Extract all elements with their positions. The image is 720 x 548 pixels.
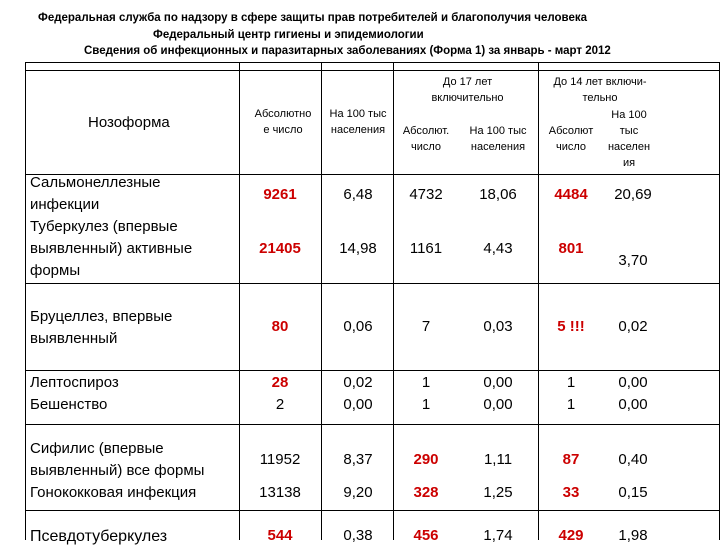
row-name-pseudotuberculosis <box>30 526 167 548</box>
row-name-line: Бруцеллез, впервые <box>30 308 173 325</box>
header-abs14-l2: число <box>555 141 587 153</box>
row-name-gonorrhea <box>30 482 196 504</box>
cell-per14: 1,98 <box>618 527 648 544</box>
cell-abs: 21405 <box>259 240 301 257</box>
cell-abs17: 4732 <box>409 186 443 203</box>
header-group17-l1: До 17 лет <box>442 76 493 88</box>
cell-per17: 1,11 <box>483 451 513 468</box>
row-name-rabies <box>30 394 107 416</box>
header-group14-l2: тельно <box>582 92 618 104</box>
row-name-line: Туберкулез (впервые <box>30 218 178 235</box>
row-name-line: инфекции <box>30 196 100 213</box>
cell-abs14: 33 <box>562 484 580 501</box>
cell-abs17: 1 <box>421 374 431 391</box>
row-name-line: выявленный) все формы <box>30 462 205 479</box>
header-abs14-l1: Абсолют <box>548 125 594 137</box>
header-group14 <box>540 74 660 106</box>
cell-per17: 0,00 <box>483 374 513 391</box>
cell-abs17: 1 <box>421 396 431 413</box>
cell-abs17: 328 <box>413 484 439 501</box>
cell-per: 14,98 <box>339 240 377 257</box>
cell-per: 0,00 <box>343 396 373 413</box>
cell-abs: 544 <box>267 527 293 544</box>
cell-per14: 0,00 <box>618 396 648 413</box>
header-abs17-l1: Абсолют. <box>402 125 450 137</box>
table-top-border <box>25 62 720 63</box>
header-group17 <box>400 74 535 106</box>
header-abs14 <box>539 123 603 155</box>
cell-per17: 18,06 <box>479 186 517 203</box>
row-name-tuberculosis <box>30 216 192 282</box>
header-per17-l1: На 100 тыс <box>469 125 527 137</box>
row-name-leptospirosis <box>30 372 119 394</box>
header-per14-l1: На 100 <box>611 109 647 121</box>
cell-abs14: 1 <box>566 396 576 413</box>
cell-per17: 4,43 <box>483 240 513 257</box>
cell-per: 9,20 <box>343 484 373 501</box>
header-per14 <box>604 107 654 171</box>
cell-per: 0,38 <box>343 527 373 544</box>
header-abs17-l2: число <box>410 141 442 153</box>
row-name-line: выявленный <box>30 330 118 347</box>
cell-abs: 2 <box>275 396 285 413</box>
header-group14-l1: До 14 лет включи- <box>553 76 647 88</box>
cell-abs17: 290 <box>413 451 439 468</box>
header-per100k-l1: На 100 тыс <box>329 108 387 120</box>
row-name-line: Лептоспироз <box>30 374 119 391</box>
cell-abs14: 429 <box>558 527 584 544</box>
table-rule <box>25 70 720 71</box>
cell-abs17: 1161 <box>409 240 443 257</box>
cell-abs: 80 <box>271 318 289 335</box>
header-nosoform: Нозоформа <box>88 114 170 131</box>
row-name-line: Сальмонеллезные <box>30 174 161 191</box>
table-vline <box>25 62 26 540</box>
row-name-line: Гонококковая инфекция <box>30 484 197 501</box>
header-per17 <box>460 123 536 155</box>
cell-per14: 0,02 <box>618 318 648 335</box>
cell-per: 6,48 <box>343 186 373 203</box>
row-name-line: выявленный) активные <box>30 240 193 257</box>
header-per14-l3: населен <box>607 141 651 153</box>
cell-per: 0,02 <box>343 374 373 391</box>
cell-abs14: 4484 <box>554 186 588 203</box>
cell-per17: 1,74 <box>483 527 513 544</box>
row-name-line: Псевдотуберкулез <box>30 528 168 545</box>
cell-per14: 20,69 <box>614 186 652 203</box>
header-abs <box>243 106 323 138</box>
row-name-line: Бешенство <box>30 396 108 413</box>
cell-per: 8,37 <box>343 451 373 468</box>
header-per100k-l2: населения <box>330 124 386 136</box>
table-rule <box>25 424 720 425</box>
cell-per17: 0,03 <box>483 318 513 335</box>
cell-per: 0,06 <box>343 318 373 335</box>
cell-per14: 0,15 <box>618 484 648 501</box>
cell-abs: 11952 <box>259 451 301 468</box>
header-group17-l2: включительно <box>431 92 504 104</box>
row-name-line: Сифилис (впервые <box>30 440 164 457</box>
table-rule <box>25 370 720 371</box>
cell-per14: 0,40 <box>618 451 648 468</box>
cell-per17: 0,00 <box>483 396 513 413</box>
header-abs-l1: Абсолютно <box>254 108 312 120</box>
table-rule <box>25 283 720 284</box>
row-name-syphilis <box>30 438 204 482</box>
header-per100k <box>322 106 394 138</box>
row-name-brucellosis <box>30 306 172 350</box>
cell-abs14: 1 <box>566 374 576 391</box>
cell-per14: 0,00 <box>618 374 648 391</box>
header-per17-l2: населения <box>470 141 526 153</box>
cell-abs: 9261 <box>263 186 297 203</box>
row-name-salmonella <box>30 172 161 216</box>
header-abs17 <box>394 123 458 155</box>
cell-abs14: 87 <box>562 451 580 468</box>
cell-abs14: 5 !!! <box>557 318 585 335</box>
cell-abs: 13138 <box>259 484 301 501</box>
title-line-2: Федеральный центр гигиены и эпидемиологии <box>153 29 424 41</box>
table-vline <box>239 62 240 540</box>
cell-abs17: 456 <box>413 527 439 544</box>
title-line-3: Сведения об инфекционных и паразитарных заболеваниях (Форма 1) за январь - март 2012 <box>84 45 611 57</box>
header-per14-l4: ия <box>622 157 636 169</box>
header-per14-l2: тыс <box>619 125 639 137</box>
cell-per14: 3,70 <box>618 252 648 269</box>
row-name-line: формы <box>30 262 81 279</box>
cell-abs17: 7 <box>421 318 431 335</box>
header-abs-l2: е число <box>263 124 303 136</box>
cell-per17: 1,25 <box>483 484 513 501</box>
table-rule <box>25 510 720 511</box>
cell-abs14: 801 <box>558 240 584 257</box>
cell-abs: 28 <box>271 374 289 391</box>
title-line-1: Федеральная служба по надзору в сфере защиты прав потребителей и благополучия человека <box>38 12 587 24</box>
